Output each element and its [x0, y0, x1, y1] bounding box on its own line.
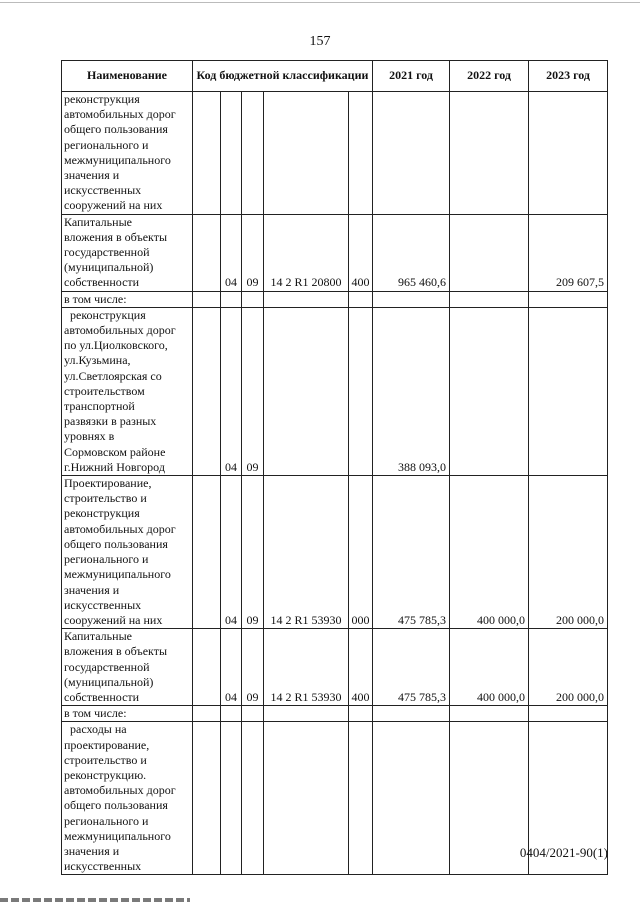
row-name-line: автомобильных дорог [64, 107, 176, 122]
code-expense-type-cell [349, 706, 373, 722]
row-name-line: расходы на [70, 722, 127, 737]
row-name-line: автомобильных дорог [64, 783, 176, 798]
table-row [62, 92, 608, 215]
row-name-line: государственной [64, 659, 150, 674]
header-name: Наименование [62, 61, 193, 92]
row-name-line: регионального и [64, 813, 149, 828]
row-name-line: искусственных [64, 183, 142, 198]
table-row [62, 291, 608, 307]
value-2023-cell [529, 706, 608, 722]
header-code: Код бюджетной классификации [193, 61, 373, 92]
row-name [62, 476, 193, 629]
row-name-line: искусственных [64, 859, 142, 874]
row-name-line: автомобильных дорог [64, 323, 176, 338]
row-name-line: строительством [64, 383, 145, 398]
code-expense-type-cell [349, 92, 373, 215]
row-name-line: ул.Светлоярская со [64, 368, 162, 383]
code-section-cell [221, 722, 242, 875]
value-2022-cell: 400 000,0 [450, 476, 529, 629]
value-2021-cell [373, 92, 450, 215]
code-target-article-cell: 14 2 R1 53930 [264, 476, 349, 629]
header-2021: 2021 год [373, 61, 450, 92]
code-target-article-cell [264, 722, 349, 875]
code-spacer-cell [193, 291, 221, 307]
row-name-line: государственной [64, 245, 150, 260]
row-name-line: значения и [64, 843, 120, 858]
table-row [62, 476, 608, 629]
code-subsection-cell: 09 [242, 629, 264, 706]
code-target-article-cell [264, 307, 349, 475]
row-name-line: собственности [64, 689, 140, 704]
row-name-line: строительство и [64, 491, 147, 506]
row-name-line: реконструкцию. [64, 767, 147, 782]
scan-edge-line [0, 2, 640, 3]
row-name [62, 722, 193, 875]
row-name-line: значения и [64, 582, 120, 597]
code-spacer-cell [193, 722, 221, 875]
value-2022-cell [450, 706, 529, 722]
row-name-line: реконструкция [64, 92, 140, 106]
row-name [62, 92, 193, 215]
row-name-line: в том числе: [64, 706, 127, 721]
header-2023: 2023 год [529, 61, 608, 92]
row-name-line: вложения в объекты [64, 644, 168, 659]
code-section-cell: 04 [221, 214, 242, 291]
row-name [62, 214, 193, 291]
row-name-line: (муниципальной) [64, 260, 154, 275]
code-target-article-cell: 14 2 R1 20800 [264, 214, 349, 291]
value-2022-cell [450, 722, 529, 875]
page-number: 157 [309, 34, 331, 49]
code-subsection-cell: 09 [242, 307, 264, 475]
row-name-line: автомобильных дорог [64, 521, 176, 536]
row-name-line: регионального и [64, 137, 149, 152]
code-spacer-cell [193, 706, 221, 722]
row-name-line: строительство и [64, 752, 147, 767]
code-target-article-cell [264, 706, 349, 722]
row-name-line: общего пользования [64, 798, 168, 813]
code-section-cell: 04 [221, 307, 242, 475]
row-name-line: в том числе: [64, 291, 127, 306]
value-2022-cell: 400 000,0 [450, 629, 529, 706]
row-name-line: Капитальные [64, 214, 132, 229]
scan-edge-mark [0, 898, 190, 902]
value-2021-cell: 475 785,3 [373, 629, 450, 706]
code-expense-type-cell: 400 [349, 214, 373, 291]
row-name-line: межмуниципального [64, 567, 171, 582]
row-name-line: Капитальные [64, 629, 132, 644]
code-section-cell: 04 [221, 476, 242, 629]
code-expense-type-cell [349, 722, 373, 875]
row-name-line: общего пользования [64, 536, 168, 551]
value-2021-cell: 475 785,3 [373, 476, 450, 629]
value-2022-cell [450, 214, 529, 291]
code-expense-type-cell: 000 [349, 476, 373, 629]
row-name-line: ул.Кузьмина, [64, 353, 131, 368]
code-section-cell [221, 706, 242, 722]
table-row [62, 307, 608, 475]
code-section-cell [221, 291, 242, 307]
code-spacer-cell [193, 307, 221, 475]
row-name-line: регионального и [64, 552, 149, 567]
row-name-line: реконструкция [64, 506, 140, 521]
code-subsection-cell: 09 [242, 214, 264, 291]
value-2021-cell [373, 722, 450, 875]
row-name-line: сооружений на них [64, 612, 163, 627]
code-expense-type-cell [349, 307, 373, 475]
value-2023-cell: 209 607,5 [529, 214, 608, 291]
row-name-line: Проектирование, [64, 476, 152, 491]
row-name-line: (муниципальной) [64, 674, 154, 689]
value-2021-cell: 965 460,6 [373, 214, 450, 291]
row-name-line: реконструкция [70, 307, 146, 322]
value-2021-cell [373, 706, 450, 722]
value-2021-cell [373, 291, 450, 307]
row-name-line: по ул.Циолковского, [64, 338, 168, 353]
value-2023-cell: 200 000,0 [529, 629, 608, 706]
value-2022-cell [450, 92, 529, 215]
table-row [62, 629, 608, 706]
header-2022: 2022 год [450, 61, 529, 92]
row-name [62, 291, 193, 307]
code-spacer-cell [193, 92, 221, 215]
row-name-line: транспортной [64, 399, 135, 414]
table-row [62, 706, 608, 722]
row-name-line: г.Нижний Новгород [64, 459, 165, 474]
value-2022-cell [450, 291, 529, 307]
document-reference: 0404/2021-90(1) [519, 845, 608, 860]
value-2023-cell [529, 291, 608, 307]
row-name-line: сооружений на них [64, 198, 163, 213]
row-name-line: межмуниципального [64, 152, 171, 167]
row-name-line: проектирование, [64, 737, 150, 752]
code-section-cell [221, 92, 242, 215]
row-name-line: развязки в разных [64, 414, 157, 429]
row-name-line: Сормовском районе [64, 444, 166, 459]
code-spacer-cell [193, 629, 221, 706]
code-expense-type-cell [349, 291, 373, 307]
value-2022-cell [450, 307, 529, 475]
code-subsection-cell [242, 706, 264, 722]
row-name-line: общего пользования [64, 122, 168, 137]
code-subsection-cell [242, 92, 264, 215]
row-name-line: межмуниципального [64, 828, 171, 843]
row-name-line: собственности [64, 275, 140, 290]
row-name-line: вложения в объекты [64, 229, 168, 244]
value-2023-cell [529, 307, 608, 475]
code-target-article-cell [264, 92, 349, 215]
row-name-line: значения и [64, 168, 120, 183]
table-row [62, 214, 608, 291]
header-row [62, 61, 608, 92]
row-name-line: уровнях в [64, 429, 115, 444]
row-name [62, 629, 193, 706]
row-name [62, 307, 193, 475]
value-2023-cell: 200 000,0 [529, 476, 608, 629]
code-target-article-cell [264, 291, 349, 307]
code-spacer-cell [193, 214, 221, 291]
code-subsection-cell [242, 291, 264, 307]
row-name-line: искусственных [64, 597, 142, 612]
value-2021-cell: 388 093,0 [373, 307, 450, 475]
code-subsection-cell [242, 722, 264, 875]
value-2023-cell [529, 92, 608, 215]
code-subsection-cell: 09 [242, 476, 264, 629]
code-target-article-cell: 14 2 R1 53930 [264, 629, 349, 706]
code-section-cell: 04 [221, 629, 242, 706]
code-expense-type-cell: 400 [349, 629, 373, 706]
code-spacer-cell [193, 476, 221, 629]
row-name [62, 706, 193, 722]
budget-table [61, 60, 608, 875]
